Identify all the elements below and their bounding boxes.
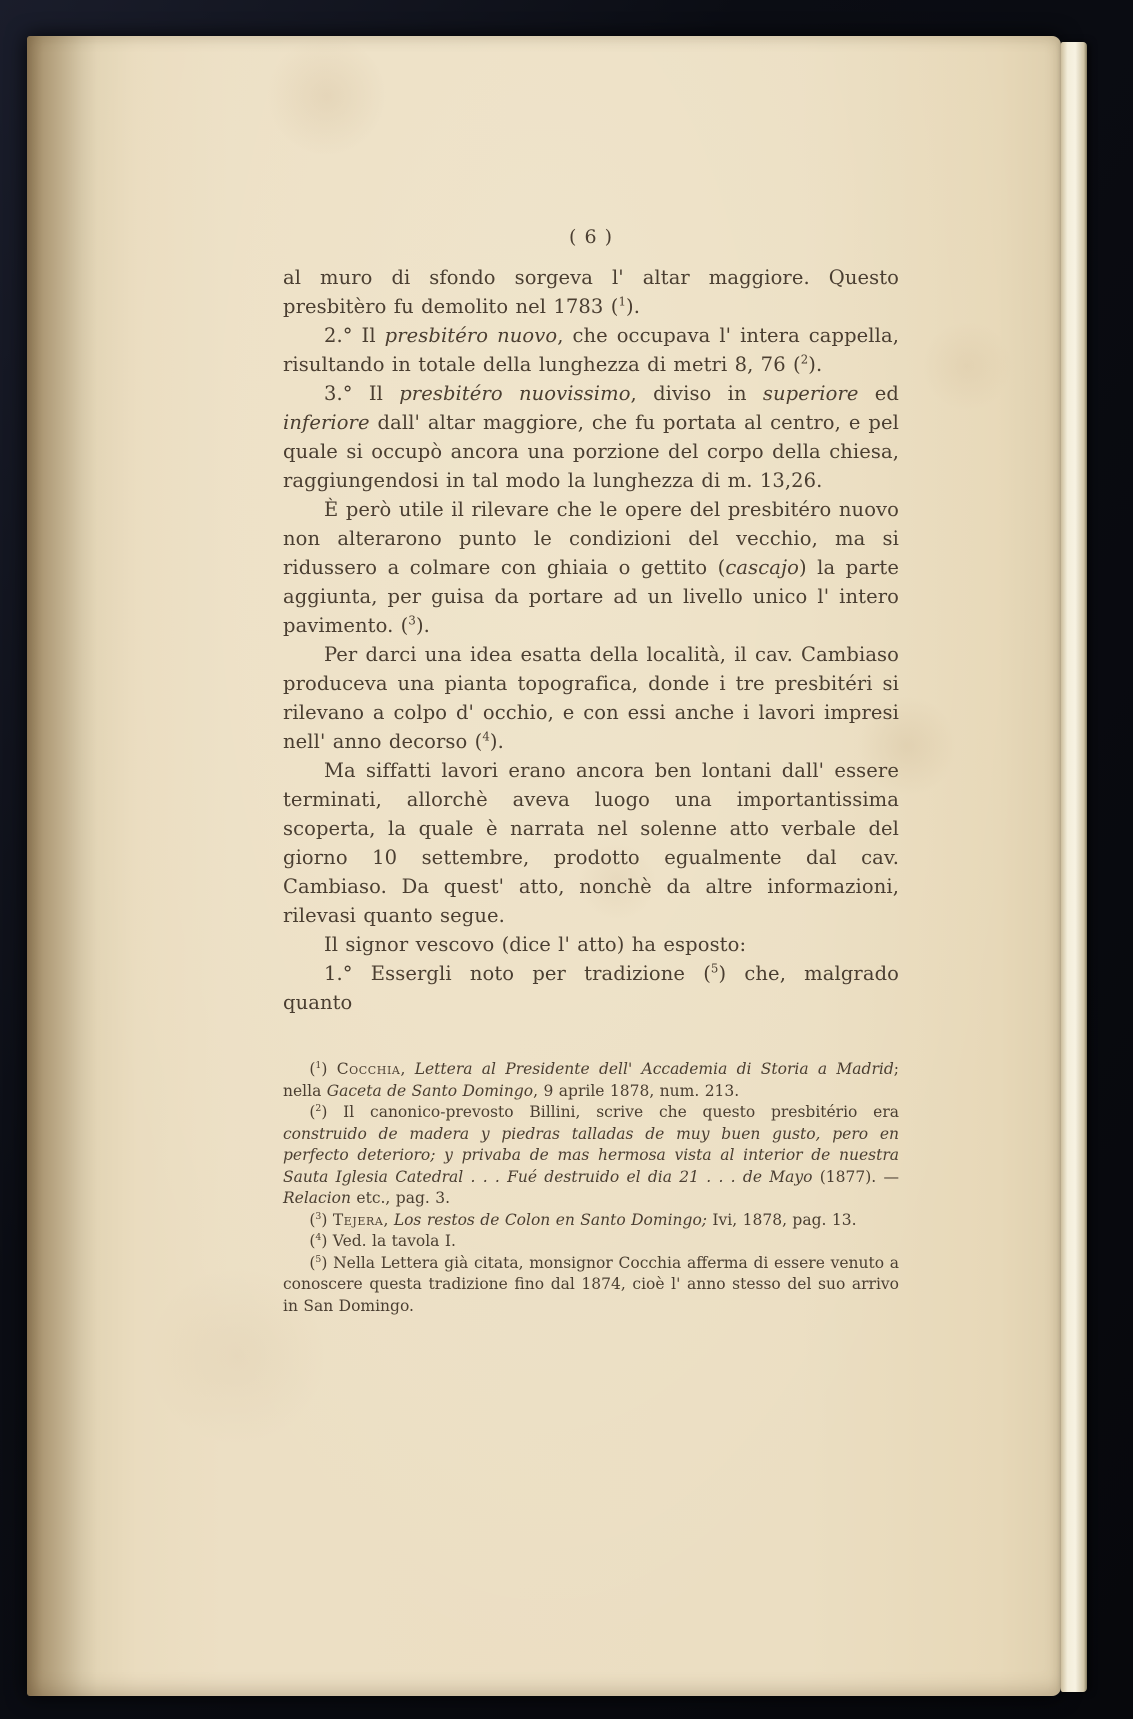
book-page xyxy=(27,36,1061,1696)
page-text-block xyxy=(283,226,899,1317)
book-binding-shadow xyxy=(27,36,97,1696)
page-edge-stack xyxy=(1061,42,1087,1692)
paragraph: 2.° Il presbitéro nuovo, che occupava l' intera cappella, risultando in totale della lunghezza di metri 8, 76 ($^2$). xyxy=(283,324,899,376)
paragraph: al muro di sfondo sorgeva l' altar maggiore. Questo presbitèro fu demolito nel 1783 ($^1$). xyxy=(283,266,899,318)
footnote: ($^1$) Cocchia, Lettera al Presidente dell' Accademia di Storia a Madrid; nella Gaceta de Santo Domingo, 9 aprile 1878, num. 213. xyxy=(283,1059,899,1100)
footnote: ($^4$) Ved. la tavola I. xyxy=(309,1231,456,1250)
footnote: ($^3$) Tejera, Los restos de Colon en Santo Domingo; Ivi, 1878, pag. 13. xyxy=(309,1210,857,1229)
page-number: ( 6 ) xyxy=(569,226,613,248)
paragraph: 1.° Essergli noto per tradizione ($^5$) che, malgrado quanto xyxy=(283,961,899,1014)
paragraph: Il signor vescovo (dice l' atto) ha esposto: xyxy=(323,933,747,956)
paragraph: 3.° Il presbitéro nuovissimo, diviso in superiore ed inferiore dall' altar maggiore, che fu portata al centro, e pel quale si occupò ancora una porzione del corpo della chiesa, raggiungendosi in tal modo la lunghezza di m. 13,26. xyxy=(283,382,899,492)
footnote: ($^5$) Nella Lettera già citata, monsignor Cocchia afferma di essere venuto a conoscere questa tradizione fino dal 1874, cioè l' anno stesso del suo arrivo in San Domingo. xyxy=(283,1253,899,1315)
paragraph: Ma siffatti lavori erano ancora ben lontani dall' essere terminati, allorchè aveva luogo una importantissima scoperta, la quale è narrata nel solenne atto verbale del giorno 10 settembre, prodotto egualmente dal cav. Cambiaso. Da quest' atto, nonchè da altre informazioni, rilevasi quanto segue. xyxy=(283,759,899,927)
paragraph: È però utile il rilevare che le opere del presbitéro nuovo non alterarono punto le condizioni del vecchio, ma si ridussero a colmare con ghiaia o gettito (cascajo) la parte aggiunta, per guisa da portare ad un livello unico l' intero pavimento. ($^3$). xyxy=(283,498,899,637)
footnote: ($^2$) Il canonico-prevosto Billini, scrive che questo presbitério era construido de madera y piedras talladas de muy buen gusto, pero en perfecto deterioro; y privaba de mas hermosa vista al interior de nuestra Sauta Iglesia Catedral . . . Fué destruido el dia 21 . . . de Mayo (1877). — Relacion etc., pag. 3. xyxy=(283,1102,899,1207)
paragraph: Per darci una idea esatta della località, il cav. Cambiaso produceva una pianta topografica, donde i tre presbitéri si rilevano a colpo d' occhio, e con essi anche i lavori impresi nell' anno decorso ($^4$). xyxy=(283,643,899,753)
footnotes-section xyxy=(283,1059,899,1317)
